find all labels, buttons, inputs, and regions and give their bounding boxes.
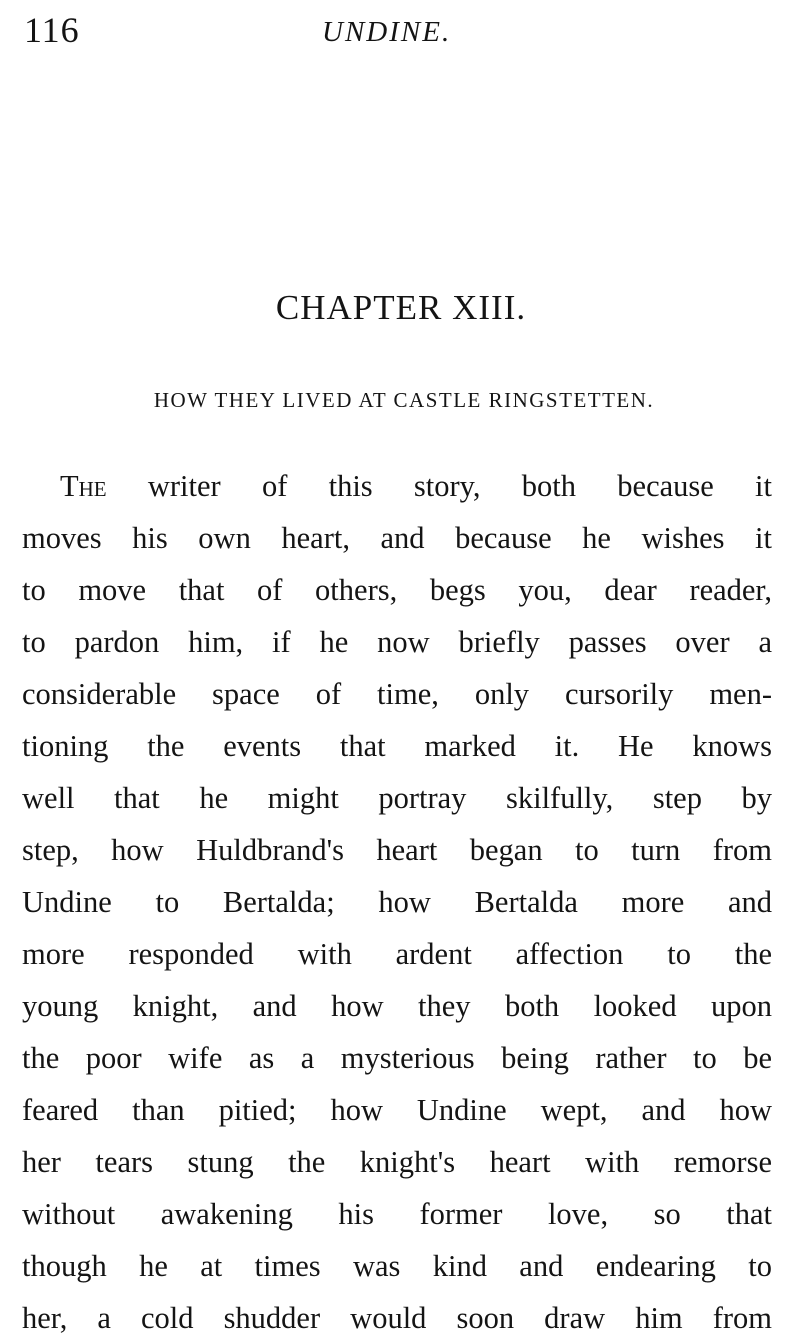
text-line: moves his own heart, and because he wishes it <box>22 521 772 555</box>
chapter-subtitle: HOW THEY LIVED AT CASTLE RINGSTETTEN. <box>153 388 655 412</box>
text-line: though he at times was kind and endearing to <box>22 1249 772 1283</box>
text-line: well that he might portray skilfully, step by <box>22 781 772 815</box>
text-line: Undine to Bertalda; how Bertalda more and <box>22 885 772 919</box>
text-line: more responded with ardent affection to the <box>22 937 772 971</box>
text-line: step, how Huldbrand's heart began to turn from <box>22 833 772 867</box>
text-line: her, a cold shudder would soon draw him from <box>22 1301 772 1335</box>
text-line <box>22 460 772 512</box>
text-line: tioning the events that marked it. He knows <box>22 729 772 763</box>
text-line: without awakening his former love, so that <box>22 1197 772 1231</box>
chapter-title: CHAPTER XIII. <box>275 288 527 327</box>
text-line: feared than pitied; how Undine wept, and how <box>22 1093 772 1127</box>
text-line: the poor wife as a mysterious being rather to be <box>22 1041 772 1075</box>
chapter-body <box>22 460 772 1344</box>
text-line: young knight, and how they both looked upon <box>22 989 772 1023</box>
text-line: her tears stung the knight's heart with remorse <box>22 1145 772 1179</box>
text-line: considerable space of time, only cursorily men- <box>22 677 772 711</box>
page-number: 116 <box>24 10 80 50</box>
text-line-rest: writer of this story, both because it <box>106 469 772 503</box>
text-line: to move that of others, begs you, dear reader, <box>22 573 772 607</box>
text-line: to pardon him, if he now briefly passes over a <box>22 625 772 659</box>
first-word: The <box>60 469 107 503</box>
running-title: UNDINE. <box>322 16 452 48</box>
